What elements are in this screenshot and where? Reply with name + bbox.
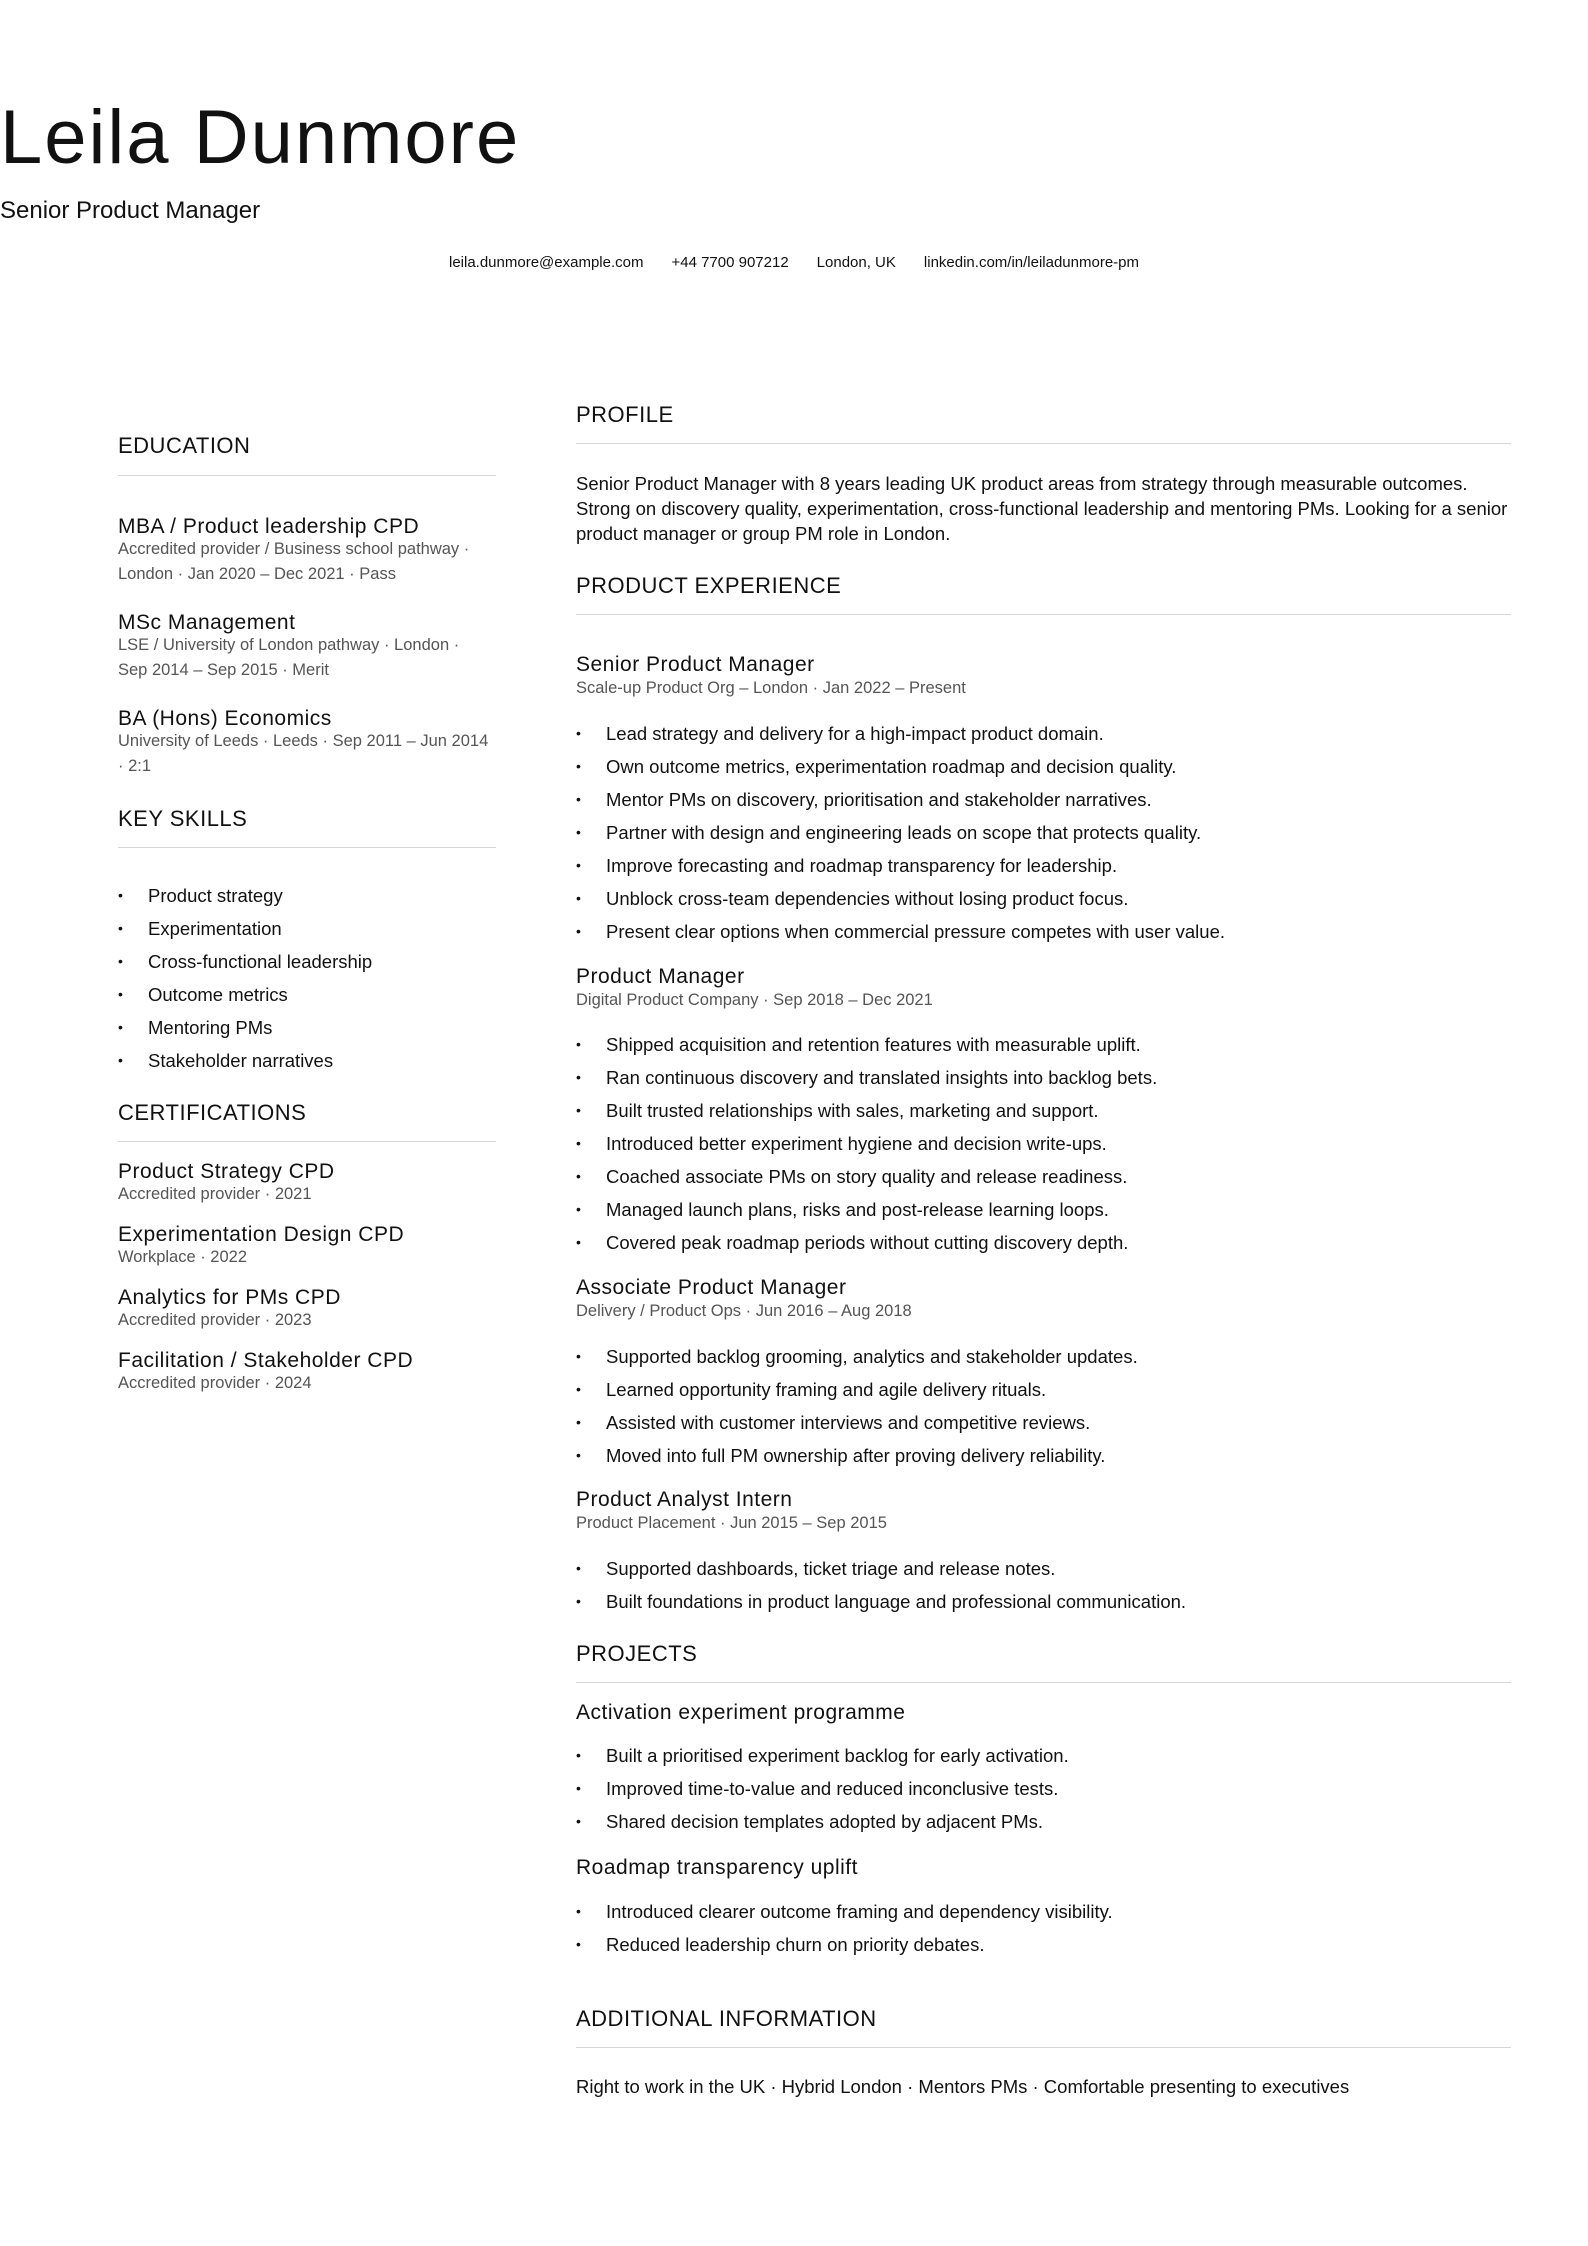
job-bullet: • Shipped acquisition and retention features with measurable uplift. bbox=[576, 1028, 1157, 1061]
job-bullet: • Supported backlog grooming, analytics and stakeholder updates. bbox=[576, 1340, 1138, 1373]
certification-detail: Workplace · 2022 bbox=[118, 1248, 248, 1266]
job-bullet: • Partner with design and engineering leads on scope that protects quality. bbox=[576, 816, 1225, 849]
job-bullet: • Moved into full PM ownership after proving delivery reliability. bbox=[576, 1439, 1138, 1472]
job-bullet: • Introduced better experiment hygiene and decision write-ups. bbox=[576, 1127, 1157, 1160]
job-company: Scale-up Product Org – London · Jan 2022 – Present bbox=[576, 679, 966, 697]
education-divider bbox=[118, 475, 496, 476]
skill-item: • Experimentation bbox=[118, 912, 372, 945]
certification-detail: Accredited provider · 2024 bbox=[118, 1374, 312, 1392]
job-bullet: • Lead strategy and delivery for a high-impact product domain. bbox=[576, 717, 1225, 750]
certification-title: Analytics for PMs CPD bbox=[118, 1286, 341, 1309]
education-item-detail: Accredited provider / Business school pathway · bbox=[118, 540, 470, 558]
job-bullets bbox=[576, 1552, 1186, 1618]
job-bullet: • Built foundations in product language and professional communication. bbox=[576, 1585, 1186, 1618]
job-company: Digital Product Company · Sep 2018 – Dec 2021 bbox=[576, 991, 933, 1009]
education-item-detail: London · Jan 2020 – Dec 2021 · Pass bbox=[118, 565, 396, 583]
certifications-divider bbox=[118, 1141, 496, 1142]
job-bullet: • Ran continuous discovery and translated insights into backlog bets. bbox=[576, 1061, 1157, 1094]
job-bullet: • Mentor PMs on discovery, prioritisation and stakeholder narratives. bbox=[576, 783, 1225, 816]
project-bullet: • Improved time-to-value and reduced inconclusive tests. bbox=[576, 1772, 1069, 1805]
projects-divider bbox=[576, 1682, 1511, 1683]
project-bullets bbox=[576, 1895, 1113, 1961]
education-heading: EDUCATION bbox=[118, 433, 251, 458]
job-bullet: • Supported dashboards, ticket triage and release notes. bbox=[576, 1552, 1186, 1585]
job-bullet: • Coached associate PMs on story quality and release readiness. bbox=[576, 1160, 1157, 1193]
education-item-detail: University of Leeds · Leeds · Sep 2011 – Jun 2014 bbox=[118, 732, 489, 750]
certification-detail: Accredited provider · 2021 bbox=[118, 1185, 312, 1203]
skill-item: • Stakeholder narratives bbox=[118, 1044, 372, 1077]
project-bullet: • Shared decision templates adopted by adjacent PMs. bbox=[576, 1805, 1069, 1838]
job-bullet: • Assisted with customer interviews and competitive reviews. bbox=[576, 1406, 1138, 1439]
profile-line: product manager or group PM role in London. bbox=[576, 523, 951, 544]
additional-text: Right to work in the UK · Hybrid London · Mentors PMs · Comfortable presenting to executives bbox=[576, 2076, 1350, 2097]
project-title: Roadmap transparency uplift bbox=[576, 1856, 858, 1879]
additional-heading: ADDITIONAL INFORMATION bbox=[576, 2006, 877, 2031]
candidate-title: Senior Product Manager bbox=[0, 197, 261, 224]
contact-linkedin[interactable]: linkedin.com/in/leiladunmore-pm bbox=[923, 254, 1140, 271]
job-bullet: • Unblock cross-team dependencies without losing product focus. bbox=[576, 882, 1225, 915]
skill-item: • Outcome metrics bbox=[118, 978, 372, 1011]
profile-line: Strong on discovery quality, experimentation, cross-functional leadership and mentoring PMs. Looking for a senior bbox=[576, 498, 1508, 519]
additional-divider bbox=[576, 2047, 1511, 2048]
project-bullet: • Reduced leadership churn on priority debates. bbox=[576, 1928, 1113, 1961]
job-bullet: • Built trusted relationships with sales, marketing and support. bbox=[576, 1094, 1157, 1127]
certifications-heading: CERTIFICATIONS bbox=[118, 1100, 307, 1125]
job-bullet: • Managed launch plans, risks and post-release learning loops. bbox=[576, 1193, 1157, 1226]
job-title: Product Analyst Intern bbox=[576, 1488, 793, 1511]
education-item-detail: LSE / University of London pathway · London · bbox=[118, 636, 460, 654]
experience-heading: PRODUCT EXPERIENCE bbox=[576, 573, 842, 598]
education-item-detail: · 2:1 bbox=[118, 757, 152, 775]
job-bullet: • Present clear options when commercial pressure competes with user value. bbox=[576, 915, 1225, 948]
education-item-detail: Sep 2014 – Sep 2015 · Merit bbox=[118, 661, 329, 679]
project-bullet: • Introduced clearer outcome framing and dependency visibility. bbox=[576, 1895, 1113, 1928]
education-item-title: MBA / Product leadership CPD bbox=[118, 515, 420, 538]
skills-divider bbox=[118, 847, 496, 848]
job-bullet: • Learned opportunity framing and agile delivery rituals. bbox=[576, 1373, 1138, 1406]
certification-title: Experimentation Design CPD bbox=[118, 1223, 405, 1246]
candidate-name: Leila Dunmore bbox=[0, 95, 521, 180]
job-bullets bbox=[576, 1340, 1138, 1472]
job-company: Product Placement · Jun 2015 – Sep 2015 bbox=[576, 1514, 887, 1532]
contact-line bbox=[0, 253, 1588, 273]
contact-location: London, UK bbox=[816, 254, 896, 271]
contact-email[interactable]: leila.dunmore@example.com bbox=[448, 254, 644, 271]
skills-list bbox=[118, 879, 372, 1077]
certification-title: Facilitation / Stakeholder CPD bbox=[118, 1349, 414, 1372]
skill-item: • Mentoring PMs bbox=[118, 1011, 372, 1044]
profile-line: Senior Product Manager with 8 years leading UK product areas from strategy through measurable outcomes. bbox=[576, 473, 1468, 494]
job-title: Senior Product Manager bbox=[576, 653, 815, 676]
profile-divider bbox=[576, 443, 1511, 444]
projects-heading: PROJECTS bbox=[576, 1641, 698, 1666]
job-bullets bbox=[576, 717, 1225, 948]
education-item-title: MSc Management bbox=[118, 611, 296, 634]
contact-phone[interactable]: +44 7700 907212 bbox=[671, 254, 789, 271]
certification-detail: Accredited provider · 2023 bbox=[118, 1311, 312, 1329]
profile-heading: PROFILE bbox=[576, 402, 674, 427]
experience-divider bbox=[576, 614, 1511, 615]
skill-item: • Cross-functional leadership bbox=[118, 945, 372, 978]
job-bullet: • Improve forecasting and roadmap transparency for leadership. bbox=[576, 849, 1225, 882]
job-title: Product Manager bbox=[576, 965, 745, 988]
job-title: Associate Product Manager bbox=[576, 1276, 847, 1299]
project-title: Activation experiment programme bbox=[576, 1701, 906, 1724]
education-item-title: BA (Hons) Economics bbox=[118, 707, 332, 730]
job-bullet: • Covered peak roadmap periods without cutting discovery depth. bbox=[576, 1226, 1157, 1259]
job-bullets bbox=[576, 1028, 1157, 1259]
certification-title: Product Strategy CPD bbox=[118, 1160, 335, 1183]
skills-heading: KEY SKILLS bbox=[118, 806, 248, 831]
project-bullet: • Built a prioritised experiment backlog for early activation. bbox=[576, 1739, 1069, 1772]
job-company: Delivery / Product Ops · Jun 2016 – Aug 2018 bbox=[576, 1302, 912, 1320]
skill-item: • Product strategy bbox=[118, 879, 372, 912]
job-bullet: • Own outcome metrics, experimentation roadmap and decision quality. bbox=[576, 750, 1225, 783]
project-bullets bbox=[576, 1739, 1069, 1838]
